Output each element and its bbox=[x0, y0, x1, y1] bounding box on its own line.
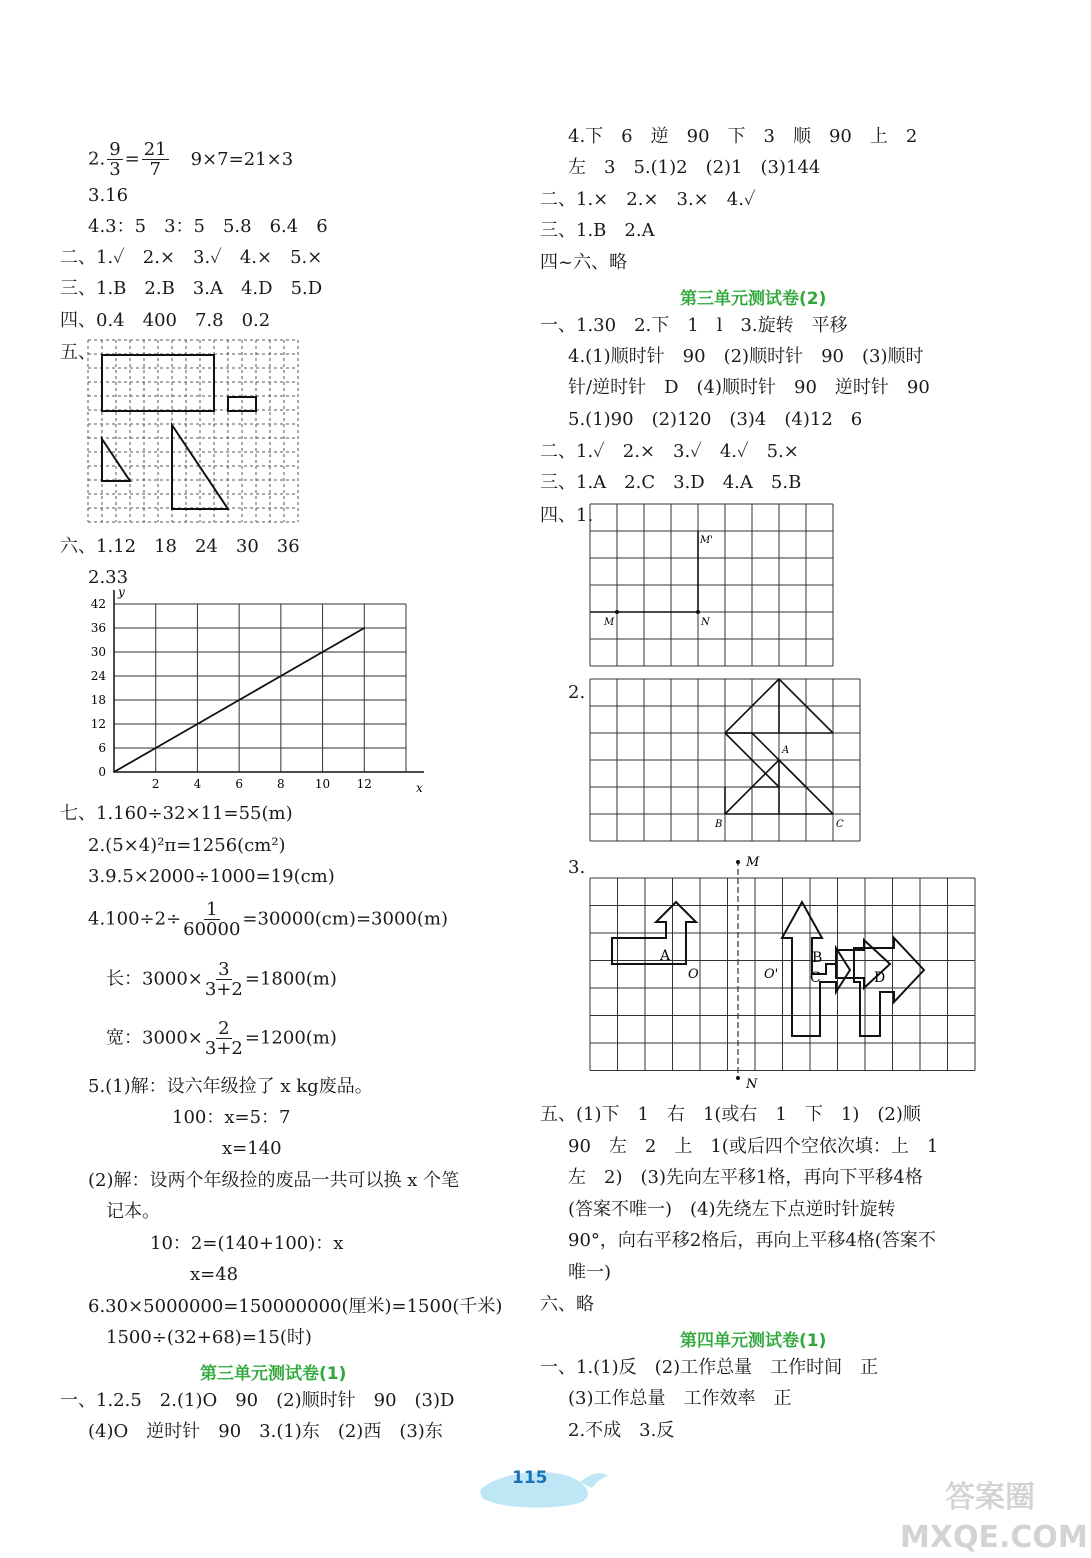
line-l21: 10：2=(140+100)：x bbox=[150, 1233, 344, 1254]
line-r20: 唯一) bbox=[568, 1262, 612, 1283]
label-m-prime: M' bbox=[700, 535, 713, 546]
line-l26: (4)O 逆时针 90 3.(1)东 (2)西 (3)东 bbox=[88, 1421, 443, 1442]
x-tick-label: 6 bbox=[235, 777, 243, 791]
line-r24: 2.不成 3.反 bbox=[568, 1420, 675, 1441]
data-point bbox=[155, 747, 157, 749]
translation-grid-figure bbox=[590, 679, 860, 841]
line-l6: 四、0.4 400 7.8 0.2 bbox=[60, 310, 271, 331]
line-l4: 二、1.✓ 2.× 3.✓ 4.× 5.× bbox=[60, 247, 323, 268]
line-r22: 一、1.(1)反 (2)工作总量 工作时间 正 bbox=[540, 1357, 879, 1378]
line-l3: 4.3：5 3：5 5.8 6.4 6 bbox=[88, 216, 328, 237]
line-l19: (2)解：设两个年级捡的废品一共可以换 x 个笔 bbox=[88, 1170, 460, 1191]
line-r4: 三、1.B 2.A bbox=[540, 220, 655, 241]
y-axis-label: y bbox=[118, 585, 125, 599]
y-tick-label: 6 bbox=[98, 741, 106, 755]
y-tick-label: 24 bbox=[90, 669, 106, 683]
line-l12: 3.9.5×2000÷1000=19(cm) bbox=[88, 866, 335, 887]
line-r17: 左 2) (3)先向左平移1格，再向下平移4格 bbox=[568, 1167, 923, 1188]
fig-label-d: D bbox=[874, 970, 886, 986]
line-r5: 四~六、略 bbox=[540, 252, 628, 273]
label-o-prime: O' bbox=[764, 967, 779, 982]
x-tick-label: 8 bbox=[277, 777, 285, 791]
line-l20: 记本。 bbox=[106, 1201, 160, 1222]
x-axis-label: x bbox=[416, 781, 423, 795]
line-r16: 90 左 2 上 1(或后四个空依次填：上 1 bbox=[568, 1136, 939, 1157]
line-r10: 二、1.✓ 2.× 3.✓ 4.✓ 5.× bbox=[540, 441, 799, 462]
line-l11: 2.(5×4)²π=1256(cm²) bbox=[88, 835, 286, 856]
line-r11: 三、1.A 2.C 3.D 4.A 5.B bbox=[540, 472, 802, 493]
watermark: 答案圈 MXQE.COM bbox=[900, 1480, 1088, 1555]
line-r8: 针/逆时针 D (4)顺时针 90 逆时针 90 bbox=[568, 377, 930, 398]
line-r12: 四、1. bbox=[540, 505, 594, 526]
page-number: 115 bbox=[512, 1468, 548, 1488]
label-c: C bbox=[836, 819, 844, 830]
data-point bbox=[280, 675, 282, 677]
section-title-unit3-1: 第三单元测试卷(1) bbox=[200, 1364, 347, 1384]
y-tick-label: 12 bbox=[90, 717, 106, 731]
y-tick-label: 42 bbox=[90, 597, 106, 611]
line-r14: 3. bbox=[568, 857, 586, 878]
line-l16: 5.(1)解：设六年级捡了 x kg废品。 bbox=[88, 1076, 373, 1097]
line-r15: 五、(1)下 1 右 1(或右 1 下 1) (2)顺 bbox=[540, 1104, 921, 1125]
fig-label-a: A bbox=[660, 948, 671, 964]
line-r9: 5.(1)90 (2)120 (3)4 (4)12 6 bbox=[568, 409, 863, 430]
line-l24: 1500÷(32+68)=15(时) bbox=[106, 1327, 312, 1348]
line-l18: x=140 bbox=[222, 1138, 282, 1159]
line-r19: 90°，向右平移2格后，再向上平移4格(答案不 bbox=[568, 1230, 936, 1251]
line-r23: (3)工作总量 工作效率 正 bbox=[568, 1388, 792, 1409]
line-l10: 七、1.160÷32×11=55(m) bbox=[60, 803, 293, 824]
line-ratio: 2. $\frac{9}{3}$ = $\frac{21}{7}$ 9×7=21×3 bbox=[88, 139, 294, 180]
dashed-grid-figure bbox=[88, 340, 300, 524]
line-r21: 六、略 bbox=[540, 1294, 594, 1315]
y-tick-label: 30 bbox=[90, 645, 106, 659]
line-l23: 6.30×5000000=150000000(厘米)=1500(千米) bbox=[88, 1296, 503, 1317]
arrow-grid-figure bbox=[590, 852, 980, 1092]
line-r1: 4.下 6 逆 90 下 3 顺 90 上 2 bbox=[568, 126, 918, 147]
label-n: N bbox=[701, 617, 710, 628]
line-r13: 2. bbox=[568, 682, 586, 703]
data-point bbox=[363, 627, 365, 629]
data-point bbox=[197, 723, 199, 725]
line-r2: 左 3 5.(1)2 (2)1 (3)144 bbox=[568, 157, 821, 178]
section-title-unit4-1: 第四单元测试卷(1) bbox=[680, 1331, 827, 1351]
line-r3: 二、1.× 2.× 3.× 4.✓ bbox=[540, 189, 756, 210]
data-point bbox=[322, 651, 324, 653]
line-l9: 2.33 bbox=[88, 567, 129, 588]
line-l5: 三、1.B 2.B 3.A 4.D 5.D bbox=[60, 278, 323, 299]
line-l22: x=48 bbox=[190, 1264, 239, 1285]
section-title-unit3-2: 第三单元测试卷(2) bbox=[680, 289, 827, 309]
line-l15: 宽：3000× $\frac{2}{3+2}$ =1200(m) bbox=[106, 1018, 337, 1059]
label-m: M bbox=[604, 617, 615, 628]
line-r7: 4.(1)顺时针 90 (2)顺时针 90 (3)顺时 bbox=[568, 346, 924, 367]
line-l17: 100：x=5：7 bbox=[172, 1107, 291, 1128]
line-l8: 六、1.12 18 24 30 36 bbox=[60, 536, 300, 557]
line-r18: (答案不唯一) (4)先绕左下点逆时针旋转 bbox=[568, 1199, 896, 1220]
x-tick-label: 10 bbox=[314, 777, 331, 791]
line-chart bbox=[80, 585, 440, 800]
y-tick-label: 36 bbox=[90, 621, 106, 635]
fig-label-b: B bbox=[812, 950, 823, 966]
line-l13: 4.100÷2÷ $\frac{1}{60000}$ =30000(cm)=3000(m) bbox=[88, 899, 448, 940]
x-tick-label: 2 bbox=[151, 777, 160, 791]
fig-label-c: C bbox=[810, 970, 821, 986]
x-tick-label: 4 bbox=[193, 777, 202, 791]
line-l2: 3.16 bbox=[88, 185, 129, 206]
rotation-grid-figure bbox=[590, 504, 834, 666]
data-point bbox=[113, 771, 115, 773]
y-tick-label: 18 bbox=[90, 693, 106, 707]
line-l7: 五、 bbox=[60, 342, 96, 363]
y-tick-label: 0 bbox=[98, 765, 106, 779]
x-tick-label: 12 bbox=[356, 777, 372, 791]
label-bottom-n: N bbox=[746, 1077, 758, 1092]
line-l14: 长：3000× $\frac{3}{3+2}$ =1800(m) bbox=[106, 959, 337, 1000]
label-o: O bbox=[688, 967, 699, 982]
label-b: B bbox=[715, 819, 723, 830]
label-a: A bbox=[782, 745, 790, 756]
data-point bbox=[238, 699, 240, 701]
label-top-m: M bbox=[746, 855, 760, 870]
line-r6: 一、1.30 2.下 1 l 3.旋转 平移 bbox=[540, 315, 848, 336]
line-l25: 一、1.2.5 2.(1)O 90 (2)顺时针 90 (3)D bbox=[60, 1390, 455, 1411]
